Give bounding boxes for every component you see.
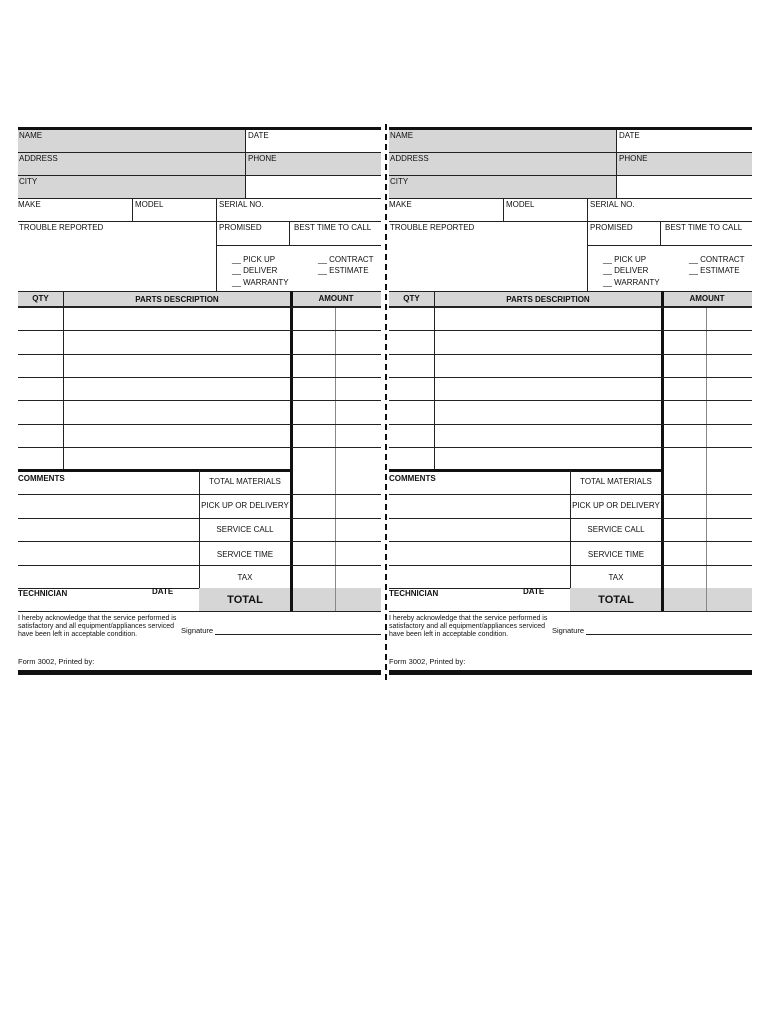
- name-label: NAME: [19, 131, 43, 140]
- serial-label: SERIAL NO.: [590, 200, 635, 209]
- total-materials-label: TOTAL MATERIALS: [209, 477, 281, 486]
- parts-description-header: PARTS DESCRIPTION: [135, 295, 219, 304]
- city-field[interactable]: [389, 175, 616, 198]
- option-deliver[interactable]: __ DELIVER: [232, 266, 278, 275]
- printed-by-label: Form 3002, Printed by:: [18, 657, 95, 666]
- parts-description-header: PARTS DESCRIPTION: [506, 295, 590, 304]
- technician-label: TECHNICIAN: [389, 589, 439, 598]
- promised-label: PROMISED: [590, 223, 633, 232]
- parts-row-line: [389, 330, 752, 331]
- total-materials-label: TOTAL MATERIALS: [580, 477, 652, 486]
- pickup-delivery-label: PICK UP OR DELIVERY: [572, 501, 660, 510]
- parts-row-line: [389, 307, 752, 308]
- make-label: MAKE: [389, 200, 412, 209]
- tax-label: TAX: [237, 573, 253, 582]
- address-label: ADDRESS: [19, 154, 58, 163]
- best-time-label: BEST TIME TO CALL: [294, 223, 372, 232]
- printed-by-label: Form 3002, Printed by:: [389, 657, 466, 666]
- signature-line[interactable]: [215, 634, 381, 635]
- parts-row-line: [389, 377, 752, 378]
- acknowledgement-text: I hereby acknowledge that the service performed is satisfactory and all equipment/appliances serviced have been left in acceptable condition.: [389, 615, 548, 638]
- address-phone-field[interactable]: [389, 152, 752, 175]
- parts-row-line: [18, 354, 381, 355]
- signature-line[interactable]: [586, 634, 752, 635]
- parts-row-line: [18, 377, 381, 378]
- address-phone-field[interactable]: [18, 152, 381, 175]
- option-warranty[interactable]: __ WARRANTY: [232, 278, 289, 287]
- parts-row-line: [18, 307, 381, 308]
- option-pick-up[interactable]: __ PICK UP: [232, 255, 276, 264]
- option-estimate[interactable]: __ ESTIMATE: [318, 266, 369, 275]
- name-label: NAME: [390, 131, 414, 140]
- bottom-rule: [389, 670, 752, 675]
- technician-date-label: DATE: [152, 587, 174, 596]
- best-time-label: BEST TIME TO CALL: [665, 223, 743, 232]
- promised-label: PROMISED: [219, 223, 262, 232]
- option-estimate[interactable]: __ ESTIMATE: [689, 266, 740, 275]
- model-label: MODEL: [135, 200, 164, 209]
- technician-label: TECHNICIAN: [18, 589, 68, 598]
- service-form-copy: [389, 0, 752, 700]
- qty-header: QTY: [403, 294, 420, 303]
- qty-header: QTY: [32, 294, 49, 303]
- parts-row-line: [389, 354, 752, 355]
- phone-label: PHONE: [619, 154, 648, 163]
- option-contract[interactable]: __ CONTRACT: [689, 255, 745, 264]
- address-label: ADDRESS: [390, 154, 429, 163]
- tax-label: TAX: [608, 573, 624, 582]
- date-label: DATE: [248, 131, 269, 140]
- make-label: MAKE: [18, 200, 41, 209]
- parts-row-line: [18, 330, 381, 331]
- phone-label: PHONE: [248, 154, 277, 163]
- total-label: TOTAL: [227, 594, 263, 606]
- bottom-rule: [18, 670, 381, 675]
- signature-label: Signature: [552, 626, 585, 635]
- name-field[interactable]: [389, 130, 616, 152]
- parts-row-line: [389, 424, 752, 425]
- pickup-delivery-label: PICK UP OR DELIVERY: [201, 501, 289, 510]
- service-time-label: SERVICE TIME: [216, 550, 274, 559]
- city-label: CITY: [390, 177, 409, 186]
- model-label: MODEL: [506, 200, 535, 209]
- technician-date-label: DATE: [523, 587, 545, 596]
- name-field[interactable]: [18, 130, 245, 152]
- comments-label: COMMENTS: [18, 474, 65, 483]
- service-call-label: SERVICE CALL: [216, 525, 274, 534]
- option-pick-up[interactable]: __ PICK UP: [603, 255, 647, 264]
- option-deliver[interactable]: __ DELIVER: [603, 266, 649, 275]
- amount-header: AMOUNT: [318, 294, 354, 303]
- service-time-label: SERVICE TIME: [587, 550, 645, 559]
- signature-label: Signature: [181, 626, 214, 635]
- service-call-label: SERVICE CALL: [587, 525, 645, 534]
- acknowledgement-text: I hereby acknowledge that the service performed is satisfactory and all equipment/appliances serviced have been left in acceptable condition.: [18, 615, 177, 638]
- comments-label: COMMENTS: [389, 474, 436, 483]
- parts-row-line: [18, 400, 381, 401]
- amount-header: AMOUNT: [689, 294, 725, 303]
- city-label: CITY: [19, 177, 38, 186]
- trouble-reported-label: TROUBLE REPORTED: [19, 223, 104, 232]
- trouble-reported-label: TROUBLE REPORTED: [390, 223, 475, 232]
- total-label: TOTAL: [598, 594, 634, 606]
- parts-row-line: [389, 447, 752, 448]
- date-label: DATE: [619, 131, 640, 140]
- serial-label: SERIAL NO.: [219, 200, 264, 209]
- parts-row-line: [18, 447, 381, 448]
- parts-row-line: [389, 400, 752, 401]
- option-warranty[interactable]: __ WARRANTY: [603, 278, 660, 287]
- option-contract[interactable]: __ CONTRACT: [318, 255, 374, 264]
- perforation-divider: [385, 124, 387, 680]
- parts-row-line: [18, 424, 381, 425]
- city-field[interactable]: [18, 175, 245, 198]
- service-form-copy: [18, 0, 381, 700]
